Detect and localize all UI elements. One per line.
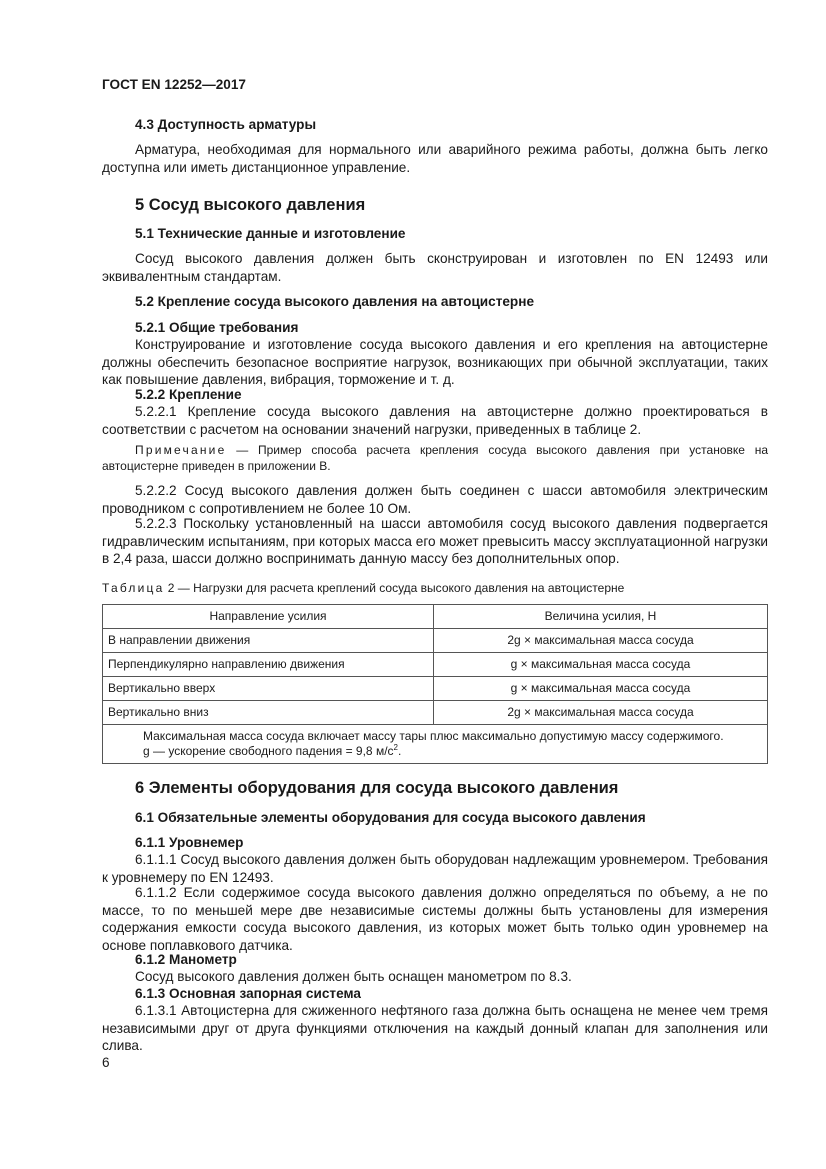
section-5-title: 5 Сосуд высокого давления bbox=[135, 196, 366, 214]
table-footnote-line-2 bbox=[143, 744, 762, 759]
section-6-1-1-2-text: 6.1.1.2 Если содержимое сосуда высокого давления должно определяться по объему, а не по массе, то по меньшей мере две независимые системы должны быть установлены для измерения содержания емкости сосуда высокого давления, из которых может быть только один уровнемер на основе поплавкового датчика. bbox=[102, 885, 768, 953]
section-5-2-1-text: Конструирование и изготовление сосуда высокого давления и его крепления на автоцистерне должны обеспечить безопасное восприятие нагрузок, возникающих при обычной эксплуатации, таких как повышение давления, вибрация, торможение и т. д. bbox=[102, 337, 768, 388]
section-6-1-3-title: 6.1.3 Основная запорная система bbox=[135, 986, 361, 1001]
table-row bbox=[103, 701, 768, 725]
section-4-3-text: Арматура, необходимая для нормального или аварийного режима работы, должна быть легко доступна или иметь дистанционное управление. bbox=[102, 142, 768, 175]
section-6-1-title: 6.1 Обязательные элементы оборудования для сосуда высокого давления bbox=[135, 810, 646, 825]
section-5-2-2-3-text: 5.2.2.3 Поскольку установленный на шасси автомобиля сосуд высокого давления подвергается гидравлическим испытаниям, при которых масса его может превысить массу эксплуатационной нагрузки в 2,4 раза, шасси должно воспринимать данную массу без дополнительных опор. bbox=[102, 516, 768, 567]
table-2-caption bbox=[102, 580, 768, 596]
table-2-caption-label: Таблица bbox=[102, 581, 165, 595]
table-row bbox=[103, 629, 768, 653]
table-header-row bbox=[103, 605, 768, 629]
section-6-1-3-1-text: 6.1.3.1 Автоцистерна для сжиженного нефтяного газа должна быть оснащена не менее чем тремя независимыми друг от друга функциями отключения на каждый донный клапан для заполнения или слива. bbox=[102, 1003, 768, 1054]
document-header: ГОСТ EN 12252—2017 bbox=[102, 77, 246, 92]
table-2 bbox=[102, 604, 768, 764]
table-2-caption-text: 2 — Нагрузки для расчета креплений сосуда высокого давления на автоцистерне bbox=[164, 581, 625, 595]
table-row bbox=[103, 677, 768, 701]
table-footnote-gravity: g — ускорение свободного падения = 9,8 м/с bbox=[143, 744, 394, 758]
table-footnote-sup: 2 bbox=[393, 743, 398, 752]
table-cell-value: g × максимальная масса сосуда bbox=[434, 653, 768, 677]
table-cell-direction: Перпендикулярно направлению движения bbox=[103, 653, 434, 677]
table-cell-value: 2g × максимальная масса сосуда bbox=[434, 629, 768, 653]
section-5-1-title: 5.1 Технические данные и изготовление bbox=[135, 226, 406, 241]
section-5-2-1-title: 5.2.1 Общие требования bbox=[135, 320, 299, 335]
page-number: 6 bbox=[102, 1055, 110, 1070]
section-5-1-text: Сосуд высокого давления должен быть сконструирован и изготовлен по EN 12493 или эквивалентным стандартам. bbox=[102, 251, 768, 284]
table-row bbox=[103, 653, 768, 677]
section-6-title: 6 Элементы оборудования для сосуда высокого давления bbox=[135, 779, 619, 797]
table-cell-direction: Вертикально вниз bbox=[103, 701, 434, 725]
section-6-1-2-text: Сосуд высокого давления должен быть оснащен манометром по 8.3. bbox=[135, 969, 572, 984]
section-5-2-2-title: 5.2.2 Крепление bbox=[135, 387, 242, 402]
table-header-value: Величина усилия, Н bbox=[434, 605, 768, 629]
section-6-1-1-title: 6.1.1 Уровнемер bbox=[135, 835, 244, 850]
table-cell-direction: Вертикально вверх bbox=[103, 677, 434, 701]
table-header-direction: Направление усилия bbox=[103, 605, 434, 629]
note-text: — Пример способа расчета крепления сосуда высокого давления при установке на автоцистерне приведен в приложении В. bbox=[102, 443, 768, 473]
note-label: Примечание bbox=[135, 443, 227, 457]
table-cell-direction: В направлении движения bbox=[103, 629, 434, 653]
table-footnote-row bbox=[103, 725, 768, 764]
table-footnote-end: . bbox=[397, 744, 402, 758]
section-5-2-title: 5.2 Крепление сосуда высокого давления на автоцистерне bbox=[135, 294, 535, 309]
section-4-3-title: 4.3 Доступность арматуры bbox=[135, 117, 317, 132]
section-6-1-2-title: 6.1.2 Манометр bbox=[135, 952, 237, 967]
table-2-container bbox=[102, 604, 768, 764]
section-5-2-2-2-text: 5.2.2.2 Сосуд высокого давления должен быть соединен с шасси автомобиля электрическим проводником с сопротивлением не более 10 Ом. bbox=[102, 483, 768, 516]
section-6-1-1-1-text: 6.1.1.1 Сосуд высокого давления должен быть оборудован надлежащим уровнемером. Требования к уровнемеру по EN 12493. bbox=[102, 852, 768, 885]
table-footnote bbox=[103, 725, 768, 764]
table-cell-value: 2g × максимальная масса сосуда bbox=[434, 701, 768, 725]
table-cell-value: g × максимальная масса сосуда bbox=[434, 677, 768, 701]
note bbox=[102, 442, 768, 474]
table-footnote-line-1: Максимальная масса сосуда включает массу тары плюс максимально допустимую массу содержимого. bbox=[143, 729, 724, 743]
section-5-2-2-1-text: 5.2.2.1 Крепление сосуда высокого давления на автоцистерне должно проектироваться в соответствии с расчетом на основании значений нагрузки, приведенных в таблице 2. bbox=[102, 404, 768, 437]
